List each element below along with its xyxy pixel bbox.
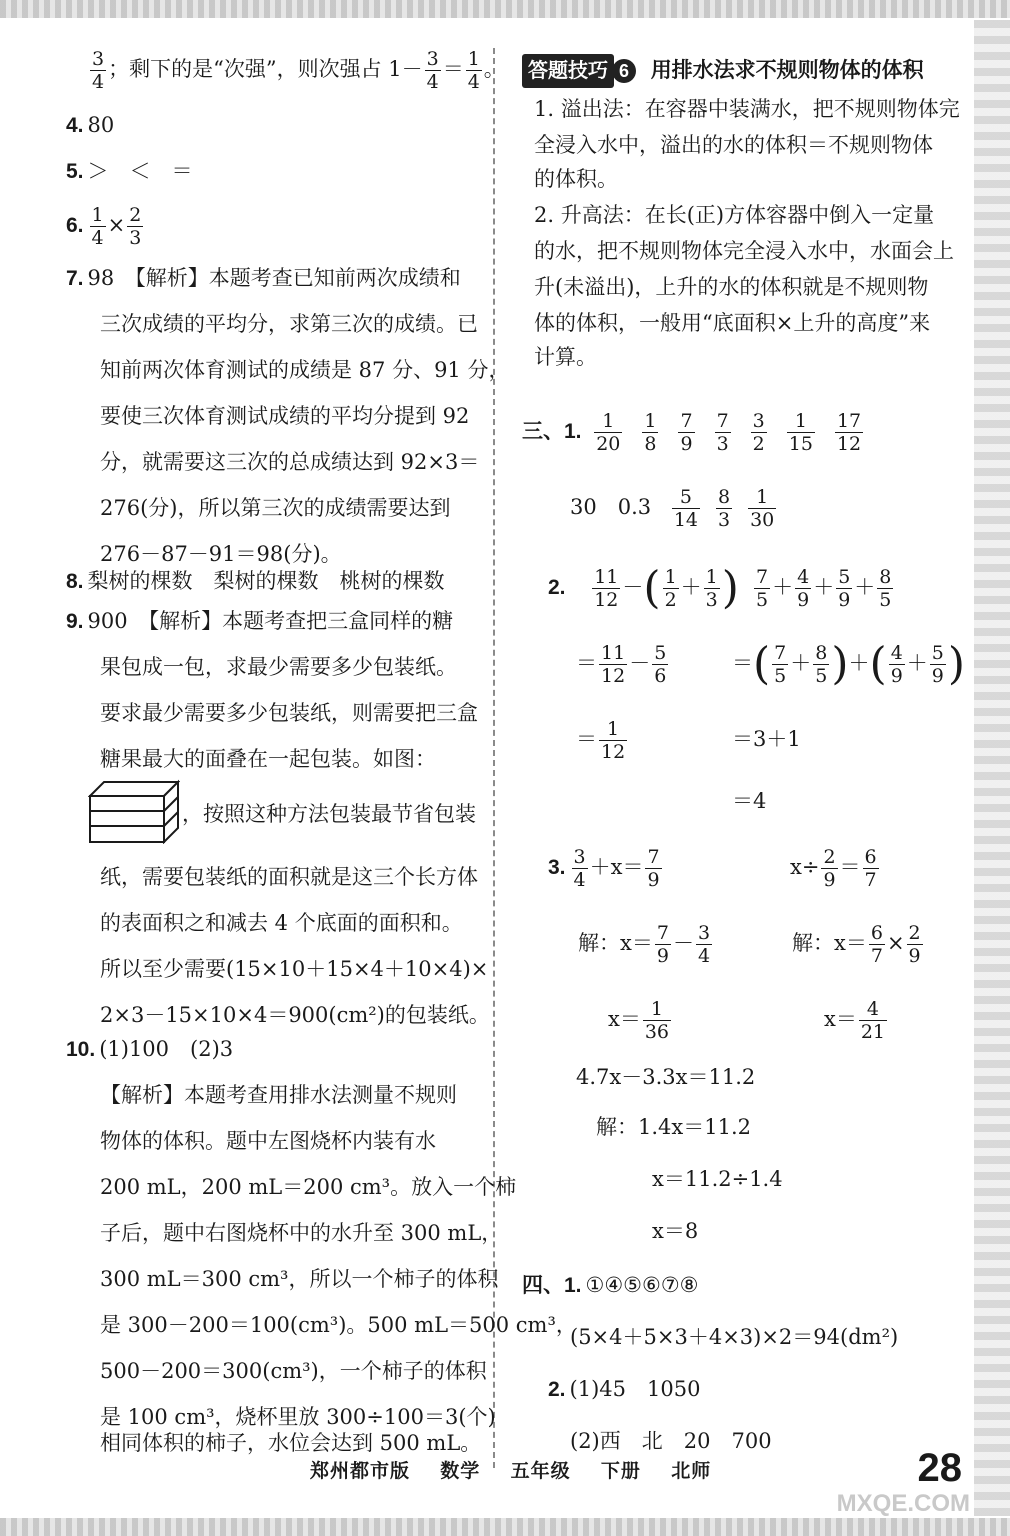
numerator: 3 [426, 48, 439, 70]
fraction-row [670, 486, 790, 531]
numerator: 11 [601, 642, 626, 664]
denominator: 3 [716, 433, 729, 455]
numerator: 1 [467, 48, 480, 70]
fraction [795, 566, 811, 611]
s3-q1-row2 [570, 486, 790, 531]
fraction [907, 922, 923, 967]
numerator: 7 [680, 410, 693, 432]
denominator: 3 [705, 589, 718, 611]
result-prefix: x＝ [824, 1007, 857, 1031]
tip-line-2: 全浸入水中，溢出的水的体积＝不规则物体 [534, 133, 933, 157]
fraction [715, 410, 731, 455]
fraction-row [592, 410, 881, 455]
q8-answer [66, 566, 445, 597]
q7-line-2: 三次成绩的平均分，求第三次的成绩。已 [100, 312, 478, 336]
q7-line-5: 分，就需要这三次的总成绩达到 92×3＝ [100, 450, 480, 474]
denominator: 20 [596, 433, 621, 455]
q9-line-1 [66, 606, 453, 637]
right-paren: ) [831, 638, 849, 690]
q7-line-1 [66, 263, 461, 294]
s3-q3-b-line3 [824, 998, 889, 1043]
denominator: 4 [92, 71, 105, 93]
answer-text: ＞ ＜ ＝ [87, 159, 193, 183]
operator: ＋ [906, 651, 928, 675]
question-number: 8. [66, 570, 84, 593]
operator: ＋ [848, 651, 870, 675]
fraction [787, 410, 815, 455]
numerator: 5 [838, 566, 851, 588]
footer-edition: 郑州都市版 [310, 1461, 411, 1482]
q9-line-8: 所以至少需要(15×10＋15×4＋10×4)× [100, 957, 489, 981]
footer-volume: 下册 [600, 1461, 641, 1482]
solution-prefix: 解：x＝ [578, 931, 653, 955]
fraction [599, 718, 627, 763]
numerator: 8 [879, 566, 892, 588]
fraction [90, 204, 106, 249]
s4-q1-calc: (5×4＋5×3＋4×3)×2＝94(dm²) [570, 1325, 899, 1349]
section-label: 三、1. [522, 420, 582, 443]
column-divider [493, 48, 495, 1468]
footer-grade: 五年级 [510, 1461, 571, 1482]
s3-q2-b-line2 [732, 638, 966, 690]
question-number: 4. [66, 114, 84, 137]
numerator: 7 [647, 846, 660, 868]
fraction [90, 48, 106, 93]
operator: － [622, 575, 644, 599]
fraction [813, 642, 829, 687]
denominator: 4 [467, 71, 480, 93]
fraction [704, 566, 720, 611]
s3-q1-row1 [522, 410, 881, 455]
question-number: 7. [66, 267, 84, 290]
denominator: 3 [718, 509, 731, 531]
answer-text: 80 [87, 113, 115, 137]
q10-line-2: 物体的体积。题中左图烧杯内装有水 [100, 1129, 436, 1153]
fraction [599, 642, 627, 687]
tip-title: 用排水法求不规则物体的体积 [650, 59, 924, 82]
fraction [643, 998, 671, 1043]
q10-line-5: 300 mL＝300 cm³，所以一个柿子的体积 [100, 1267, 499, 1291]
fraction [696, 922, 712, 967]
s3-q3-c-line2: 解：1.4x＝11.2 [596, 1115, 751, 1139]
s3-q3-c-line1: 4.7x－3.3x＝11.2 [576, 1065, 756, 1089]
top-border [0, 0, 1010, 18]
operator: － [629, 651, 651, 675]
s3-q2-a-line2 [576, 642, 670, 687]
period: 。 [483, 57, 505, 81]
denominator: 9 [680, 433, 693, 455]
numerator: 5 [672, 486, 700, 509]
s3-q2-a-line1 [548, 562, 739, 614]
answer-text: 梨树的棵数 梨树的棵数 桃树的棵数 [87, 569, 445, 593]
q9-line-4: 糖果最大的面叠在一起包装。如图： [100, 747, 436, 771]
denominator: 15 [788, 433, 813, 455]
equals: ＝ [732, 651, 753, 675]
fraction [835, 410, 863, 455]
fraction [594, 410, 622, 455]
operator: ＋ [772, 575, 794, 599]
q9-line-9: 2×3－15×10×4＝900(cm²)的包装纸。 [100, 1003, 490, 1027]
tip-header [522, 54, 924, 88]
fraction [672, 486, 700, 531]
text: ；剩下的是“次强”，则次强占 1－ [108, 57, 423, 81]
watermark: MXQE.COM [836, 1490, 970, 1517]
tip-line-8: 计算。 [534, 345, 597, 369]
denominator: 7 [864, 869, 877, 891]
numerator: 11 [594, 566, 619, 588]
equals: ＝ [442, 57, 464, 81]
bottom-border [0, 1518, 1010, 1536]
equals: ＝ [576, 727, 597, 751]
s4-q1-answer [522, 1270, 698, 1301]
equals: ＝ [576, 651, 597, 675]
numerator: 7 [716, 410, 729, 432]
denominator: 4 [573, 869, 586, 891]
fraction [663, 566, 679, 611]
numerator: 6 [864, 846, 877, 868]
left-paren: ( [869, 638, 887, 690]
explanation-text: 98 【解析】本题考查已知前两次成绩和 [87, 266, 461, 290]
fraction [869, 922, 885, 967]
operator: × [107, 213, 126, 237]
numerator: 1 [664, 566, 677, 588]
tip-line-6: 升(未溢出)，上升的水的体积就是不规则物 [534, 275, 929, 299]
q9-line-7: 的表面积之和减去 4 个底面的面积和。 [100, 911, 463, 935]
denominator: 21 [860, 1021, 886, 1043]
numerator: 6 [870, 922, 883, 944]
denominator: 9 [931, 665, 944, 687]
denominator: 9 [797, 589, 810, 611]
numerator: 3 [92, 48, 105, 70]
fraction [645, 846, 661, 891]
s3-q3-b-line1 [790, 846, 881, 891]
equation-middle: ＋x＝ [589, 855, 644, 879]
numerator: 7 [774, 642, 787, 664]
answer-text: ①④⑤⑥⑦⑧ [585, 1273, 699, 1297]
denominator: 3 [129, 227, 142, 249]
footer [310, 1456, 735, 1483]
tip-badge-number: 6 [612, 59, 636, 83]
q9-line-5: ，按照这种方法包装最节省包装 [182, 802, 476, 826]
numerator: 1 [705, 566, 718, 588]
numerator: 4 [797, 566, 810, 588]
fraction [748, 486, 776, 531]
q5-answer [66, 156, 193, 187]
denominator: 4 [426, 71, 439, 93]
denominator: 5 [879, 589, 892, 611]
denominator: 14 [673, 509, 698, 531]
q7-line-4: 要使三次体育测试成绩的平均分提到 92 [100, 404, 470, 428]
q10-line-3: 200 mL，200 mL＝200 cm³。放入一个柿 [100, 1175, 517, 1199]
question-number: 9. [66, 610, 84, 633]
numerator: 8 [815, 642, 828, 664]
tip-line-1: 1. 溢出法：在容器中装满水，把不规则物体完 [534, 97, 960, 121]
numerator: 2 [823, 846, 836, 868]
fraction [466, 48, 482, 93]
numerator: 17 [836, 410, 862, 432]
denominator: 5 [815, 665, 828, 687]
fraction [716, 486, 732, 531]
equals: ＝ [839, 855, 861, 879]
question-number: 3. [548, 856, 566, 879]
q4-answer [66, 110, 114, 141]
fraction [836, 566, 852, 611]
fraction [877, 566, 893, 611]
fraction [652, 642, 668, 687]
denominator: 9 [908, 945, 921, 967]
q10-line-4: 子后，题中右图烧杯中的水升至 300 mL， [100, 1221, 503, 1245]
denominator: 4 [91, 227, 104, 249]
denominator: 9 [823, 869, 836, 891]
s3-q2-a-line3 [576, 718, 629, 763]
left-paren: ( [643, 562, 661, 614]
s3-q3-c-line3: x＝11.2÷1.4 [652, 1167, 783, 1191]
denominator: 4 [697, 945, 711, 967]
s3-q2-b-line1 [752, 566, 895, 611]
q7-line-3: 知前两次体育测试的成绩是 87 分、91 分， [100, 358, 510, 382]
operator: ＋ [680, 575, 702, 599]
numerator: 1 [787, 410, 815, 433]
question-number: 6. [66, 214, 84, 237]
numerator: 7 [656, 922, 669, 944]
q9-line-6: 纸，需要包装纸的面积就是这三个长方体 [100, 865, 478, 889]
q10-line-6: 是 300－200＝100(cm³)。500 mL＝500 cm³， [100, 1313, 577, 1337]
numerator: 5 [931, 642, 944, 664]
question-number: 10. [66, 1038, 96, 1061]
operator: ＋ [854, 575, 876, 599]
fraction [889, 642, 905, 687]
question-number: 2. [548, 1378, 566, 1401]
fraction [678, 410, 694, 455]
answer-text: (1)45 1050 [569, 1377, 701, 1401]
denominator: 36 [644, 1021, 670, 1043]
numerator: 1 [643, 998, 671, 1021]
fraction [821, 846, 837, 891]
stacked-boxes-figure [88, 778, 180, 844]
section-label: 四、1. [522, 1274, 582, 1297]
fraction [930, 642, 946, 687]
denominator: 12 [594, 589, 619, 611]
q7-line-7: 276－87－91＝98(分)。 [100, 542, 342, 566]
operator: ＋ [813, 575, 835, 599]
numerator: 2 [129, 204, 142, 226]
numerator: 1 [91, 204, 104, 226]
numerator: 1 [748, 486, 776, 509]
footer-subject: 数学 [440, 1461, 481, 1482]
fraction [863, 846, 879, 891]
fraction [772, 642, 788, 687]
fraction [127, 204, 143, 249]
q9-line-3: 要求最少需要多少包装纸，则需要把三盒 [100, 701, 478, 725]
fraction [754, 566, 770, 611]
q10-line-8: 是 100 cm³，烧杯里放 300÷100＝3(个) [100, 1405, 496, 1429]
s3-q2-b-line3: ＝3＋1 [732, 727, 801, 751]
operator: ＋ [790, 651, 812, 675]
fraction [592, 566, 620, 611]
page-number: 28 [917, 1446, 962, 1490]
numerator: 1 [594, 410, 622, 433]
fraction [751, 410, 767, 455]
s3-q3-a-line2 [578, 922, 714, 967]
denominator: 30 [750, 509, 775, 531]
q10-line-1: 【解析】本题考查用排水法测量不规则 [100, 1083, 457, 1107]
q3-continuation [88, 48, 505, 93]
denominator: 8 [644, 433, 657, 455]
q6-answer [66, 204, 145, 249]
s3-q3-b-line2 [792, 922, 925, 967]
operator: － [672, 931, 694, 955]
tip-badge: 答题技巧 [522, 54, 614, 88]
numerator: 3 [573, 846, 586, 868]
right-border [974, 20, 1010, 1516]
right-paren: ) [721, 562, 739, 614]
denominator: 6 [654, 665, 667, 687]
tip-line-3: 的体积。 [534, 167, 618, 191]
fraction [572, 846, 588, 891]
denominator: 12 [601, 665, 626, 687]
denominator: 7 [870, 945, 883, 967]
solution-prefix: 解：x＝ [792, 931, 867, 955]
numerator: 2 [908, 922, 921, 944]
denominator: 9 [890, 665, 903, 687]
denominator: 9 [838, 589, 851, 611]
s4-q2-line1 [548, 1374, 700, 1405]
plain-values: 30 0.3 [570, 495, 652, 519]
denominator: 9 [656, 945, 669, 967]
numerator: 4 [890, 642, 903, 664]
tip-line-4: 2. 升高法：在长(正)方体容器中倒入一定量 [534, 203, 935, 227]
numerator: 1 [644, 410, 657, 432]
footer-publisher: 北师 [671, 1461, 712, 1482]
answer-text: (1)100 (2)3 [99, 1037, 234, 1061]
left-paren: ( [753, 638, 771, 690]
fraction [655, 922, 671, 967]
explanation-text: 900 【解析】本题考查把三盒同样的糖 [87, 609, 454, 633]
s3-q3-a-line3 [608, 998, 673, 1043]
s3-q3-a-line1 [548, 846, 664, 891]
fraction [642, 410, 658, 455]
s3-q2-b-line4: ＝4 [732, 789, 767, 813]
q7-line-6: 276(分)，所以第三次的成绩需要达到 [100, 496, 451, 520]
q10-answer [66, 1034, 233, 1065]
fraction [859, 998, 887, 1043]
q9-line-2: 果包成一包，求最少需要多少包装纸。 [100, 655, 457, 679]
numerator: 1 [599, 718, 627, 741]
denominator: 12 [836, 433, 862, 455]
question-number: 5. [66, 160, 84, 183]
s3-q3-c-line4: x＝8 [652, 1219, 699, 1243]
numerator: 3 [697, 922, 711, 944]
denominator: 9 [647, 869, 660, 891]
numerator: 3 [752, 410, 765, 432]
denominator: 2 [752, 433, 765, 455]
denominator: 2 [664, 589, 677, 611]
numerator: 4 [859, 998, 887, 1021]
fraction [425, 48, 441, 93]
q10-line-7: 500－200＝300(cm³)，一个柿子的体积 [100, 1359, 487, 1383]
operator: × [886, 931, 905, 955]
denominator: 5 [756, 589, 769, 611]
tip-line-5: 的水，把不规则物体完全浸入水中，水面会上 [534, 239, 954, 263]
right-paren: ) [947, 638, 966, 690]
box-front [90, 796, 164, 842]
denominator: 12 [601, 741, 626, 763]
numerator: 7 [756, 566, 769, 588]
numerator: 5 [654, 642, 667, 664]
question-number: 2. [548, 576, 566, 599]
tip-line-7: 体的体积，一般用“底面积×上升的高度”来 [534, 311, 931, 335]
equation-prefix: x÷ [790, 855, 820, 879]
s4-q2-line2: (2)西 北 20 700 [570, 1429, 772, 1453]
result-prefix: x＝ [608, 1007, 641, 1031]
q10-line-9: 相同体积的柿子，水位会达到 500 mL。 [100, 1431, 482, 1455]
numerator: 8 [718, 486, 731, 508]
denominator: 5 [774, 665, 787, 687]
